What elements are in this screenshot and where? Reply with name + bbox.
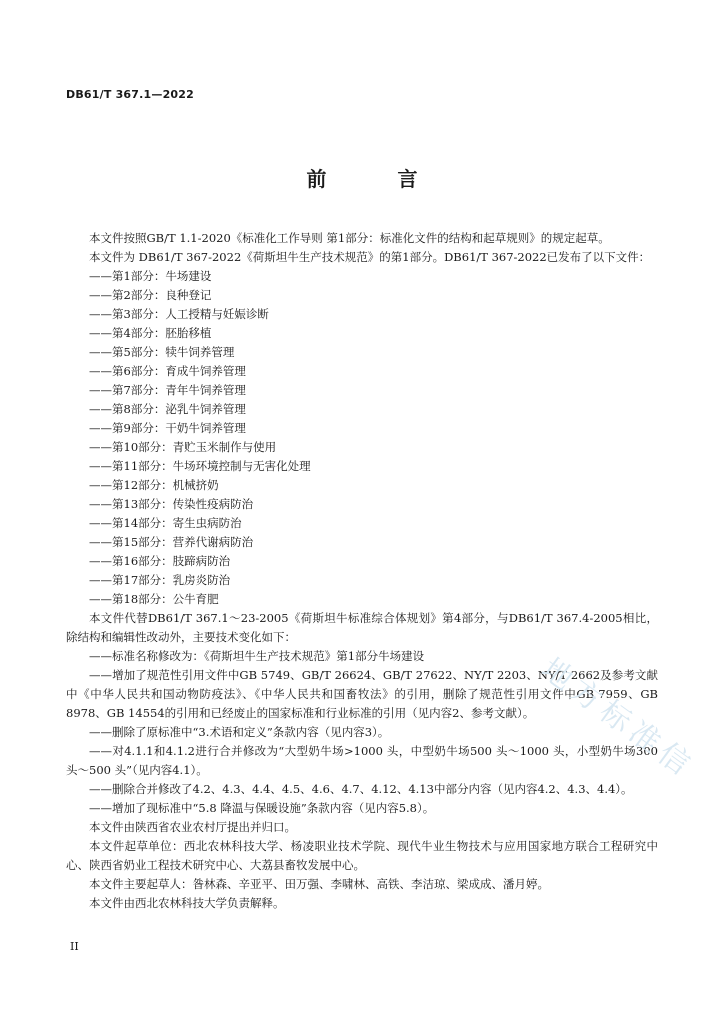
list-item: ——第2部分：良种登记: [89, 288, 212, 302]
replacement-paragraph: 本文件代替DB61/T 367.1～23-2005《荷斯坦牛标准综合体规划》第4部分，与DB61/T 367.4-2005相比，除结构和编辑性改动外，主要技术变化如下：: [66, 611, 658, 644]
list-item: ——第7部分：青年牛饲养管理: [89, 383, 246, 397]
change-item: ——删除合并修改了4.2、4.3、4.4、4.5、4.6、4.7、4.12、4.13中部分内容（见内容4.2、4.3、4.4）。: [89, 782, 633, 796]
list-item: ——第9部分：干奶牛饲养管理: [89, 421, 246, 435]
document-body: [66, 229, 658, 913]
drafters-paragraph: 本文件主要起草人：昝林森、辛亚平、田万强、李啸林、高铁、李洁琼、梁成成、潘月婷。: [89, 877, 549, 891]
list-item: ——第6部分：育成牛饲养管理: [89, 364, 246, 378]
list-item: ——第8部分：泌乳牛饲养管理: [89, 402, 246, 416]
list-item: ——第13部分：传染性疫病防治: [89, 497, 254, 511]
page-number: II: [70, 940, 79, 953]
list-item: ——第3部分：人工授精与妊娠诊断: [89, 307, 269, 321]
parts-list: [66, 267, 658, 609]
change-item: ——对4.1.1和4.1.2进行合并修改为“大型奶牛场>1000 头，中型奶牛场500 头～1000 头，小型奶牛场300 头～500 头”（见内容4.1）。: [66, 744, 658, 777]
page-title: 前 言: [306, 167, 450, 191]
change-item: ——增加了规范性引用文件中GB 5749、GB/T 26624、GB/T 27622、NY/T 2203、NY/T 2662及参考文献中《中华人民共和国动物防疫法》、《中华人民共和国畜牧法》的引用，删除了规范性引用文件中GB 7959、GB 8978、GB 14554的引用和已经废止的国家标准和行业标准的引用（见内容2、参考文献）。: [66, 668, 658, 720]
proposer-paragraph: 本文件由陕西省农业农村厅提出并归口。: [89, 820, 296, 834]
change-item: ——删除了原标准中“3.术语和定义”条款内容（见内容3）。: [89, 725, 390, 739]
interpreter-paragraph: 本文件由西北农林科技大学负责解释。: [89, 896, 285, 910]
list-item: ——第5部分：犊牛饲养管理: [89, 345, 235, 359]
list-item: ——第4部分：胚胎移植: [89, 326, 212, 340]
standard-number: DB61/T 367.1—2022: [66, 88, 194, 101]
change-item: ——标准名称修改为：《荷斯坦牛生产技术规范》第1部分牛场建设: [89, 649, 425, 663]
list-item: ——第16部分：肢蹄病防治: [89, 554, 231, 568]
drafting-basis-paragraph: 本文件按照GB/T 1.1-2020《标准化工作导则 第1部分：标准化文件的结构和起草规则》的规定起草。: [89, 231, 610, 245]
document-scope-paragraph: 本文件为 DB61/T 367-2022《荷斯坦牛生产技术规范》的第1部分。DB61/T 367-2022已发布了以下文件：: [89, 250, 651, 264]
list-item: ——第17部分：乳房炎防治: [89, 573, 231, 587]
list-item: ——第1部分：牛场建设: [89, 269, 212, 283]
list-item: ——第15部分：营养代谢病防治: [89, 535, 254, 549]
list-item: ——第12部分：机械挤奶: [89, 478, 219, 492]
change-item: ——增加了现标准中“5.8 降温与保暖设施”条款内容（见内容5.8）。: [89, 801, 435, 815]
list-item: ——第18部分：公牛育肥: [89, 592, 219, 606]
list-item: ——第14部分：寄生虫病防治: [89, 516, 242, 530]
list-item: ——第11部分：牛场环境控制与无害化处理: [89, 459, 311, 473]
watermark: 地方标准信: [534, 651, 701, 786]
drafting-units-paragraph: 本文件起草单位：西北农林科技大学、杨凌职业技术学院、现代牛业生物技术与应用国家地方联合工程研究中心、陕西省奶业工程技术研究中心、大荔县畜牧发展中心。: [66, 839, 658, 872]
list-item: ——第10部分：青贮玉米制作与使用: [89, 440, 277, 454]
